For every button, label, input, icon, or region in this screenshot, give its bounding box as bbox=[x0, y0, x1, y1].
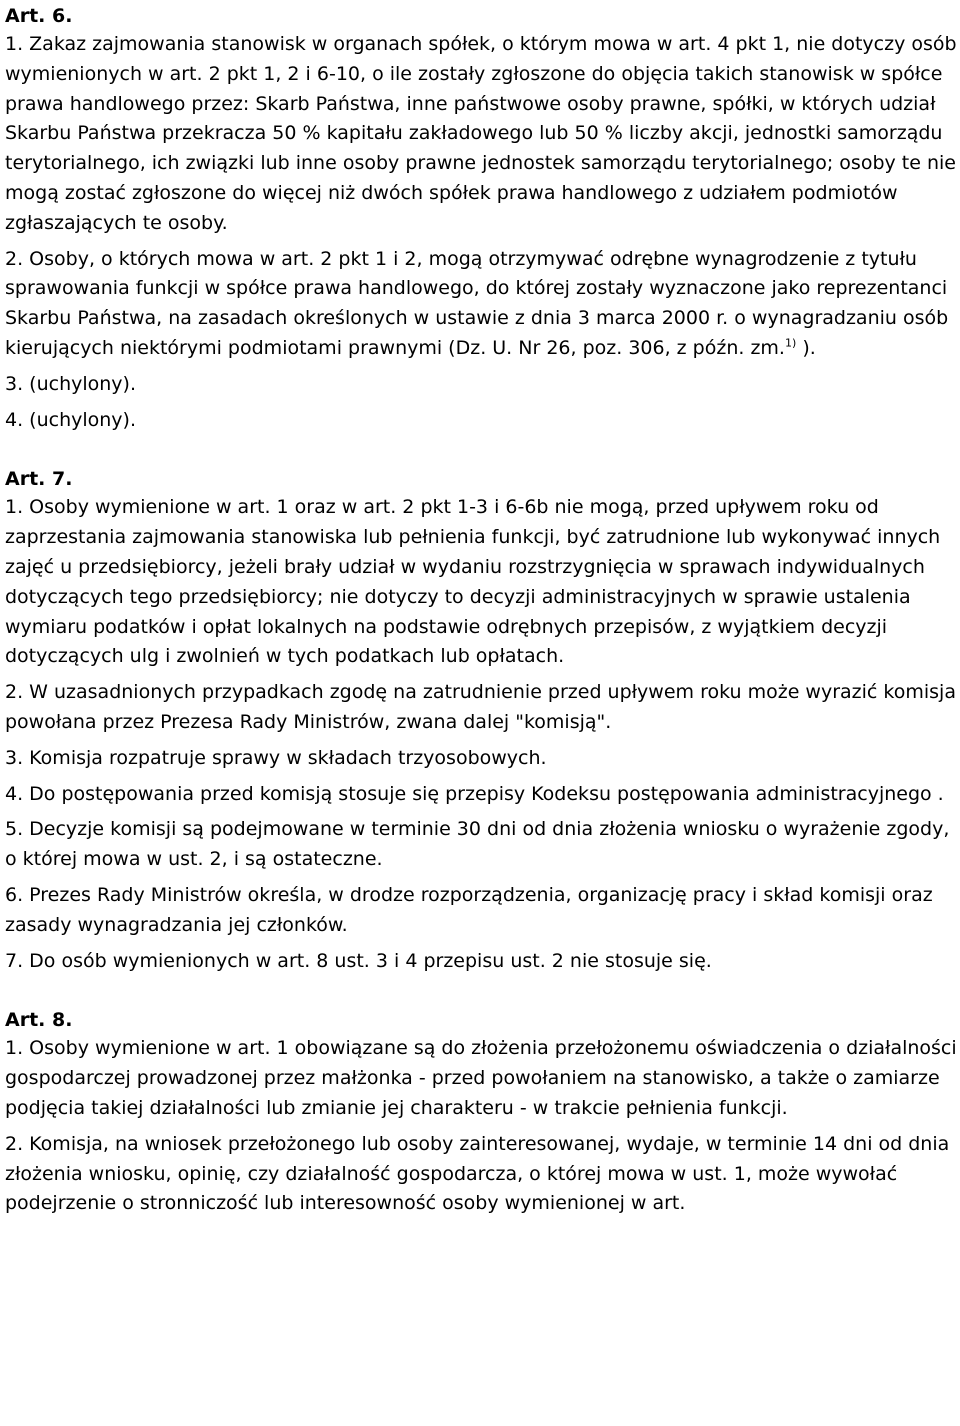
paragraph-tail: ). bbox=[796, 336, 816, 359]
article-paragraph: 1. Osoby wymienione w art. 1 obowiązane są do złożenia przełożonemu oświadczenia o działalności gospodarczej prowadzonej przez małżonka - przed powołaniem na stanowisko, a także o zamiarze podjęcia takiej działalności lub zmianie jej charakteru - w trakcie pełnienia funkcji. bbox=[5, 1037, 957, 1119]
article-paragraph: 6. Prezes Rady Ministrów określa, w drodze rozporządzenia, organizację pracy i skład komisji oraz zasady wynagradzania jej członków. bbox=[5, 883, 933, 936]
article-heading: Art. 8. bbox=[5, 1009, 73, 1032]
footnote-mark: 1) bbox=[784, 336, 797, 350]
article-heading: Art. 7. bbox=[5, 468, 73, 491]
article-6 bbox=[5, 2, 960, 435]
article-paragraph: 7. Do osób wymienionych w art. 8 ust. 3 i 4 przepisu ust. 2 nie stosuje się. bbox=[5, 949, 712, 972]
article-paragraph bbox=[5, 245, 960, 364]
article-paragraph: 1. Zakaz zajmowania stanowisk w organach spółek, o którym mowa w art. 4 pkt 1, nie dotyczy osób wymienionych w art. 2 pkt 1, 2 i 6-10, o ile zostały zgłoszone do objęcia takich stanowisk w spółce prawa handlowego przez: Skarb Państwa, inne państwowe osoby prawne, spółki, w których udział Skarbu Państwa przekracza 50 % kapitału zakładowego lub 50 % liczby akcji, jednostki samorządu terytorialnego, ich związki lub inne osoby prawne jednostek samorządu terytorialnego; osoby te nie mogą zostać zgłoszone do więcej niż dwóch spółek prawa handlowego z udziałem podmiotów zgłaszających te osoby. bbox=[5, 33, 957, 234]
article-paragraph: 3. (uchylony). bbox=[5, 372, 136, 395]
article-paragraph: 1. Osoby wymienione w art. 1 oraz w art. 2 pkt 1-3 i 6-6b nie mogą, przed upływem roku od zaprzestania zajmowania stanowiska lub pełnienia funkcji, być zatrudnione lub wykonywać innych zajęć u przedsiębiorcy, jeżeli brały udział w wydaniu rozstrzygnięcia w sprawach indywidualnych dotyczących tego przedsiębiorcy; nie dotyczy to decyzji administracyjnych w sprawie ustalenia wymiaru podatków i opłat lokalnych na podstawie odrębnych przepisów, z wyjątkiem decyzji dotyczących ulg i zwolnień w tych podatkach lub opłatach. bbox=[5, 496, 941, 668]
article-8 bbox=[5, 1006, 960, 1219]
article-paragraph: 2. Komisja, na wniosek przełożonego lub osoby zainteresowanej, wydaje, w terminie 14 dni od dnia złożenia wniosku, opinię, czy działalność gospodarcza, o której mowa w ust. 1, może wywołać podejrzenie o stronniczość lub interesowność osoby wymienionej w art. bbox=[5, 1132, 950, 1215]
article-paragraph: 3. Komisja rozpatruje sprawy w składach trzyosobowych. bbox=[5, 746, 547, 769]
article-paragraph: 5. Decyzje komisji są podejmowane w terminie 30 dni od dnia złożenia wniosku o wyrażenie zgody, o której mowa w ust. 2, i są ostateczne. bbox=[5, 818, 950, 871]
article-7 bbox=[5, 465, 960, 976]
article-paragraph: 2. W uzasadnionych przypadkach zgodę na zatrudnienie przed upływem roku może wyrazić komisja powołana przez Prezesa Rady Ministrów, zwana dalej "komisją". bbox=[5, 681, 956, 733]
article-paragraph: 4. (uchylony). bbox=[5, 408, 136, 431]
article-paragraph: 4. Do postępowania przed komisją stosuje się przepisy Kodeksu postępowania administracyjnego . bbox=[5, 782, 944, 805]
document-page bbox=[5, 2, 960, 1219]
paragraph-text: 2. Osoby, o których mowa w art. 2 pkt 1 i 2, mogą otrzymywać odrębne wynagrodzenie z tytułu sprawowania funkcji w spółce prawa handlowego, do której zostały wyznaczone jako reprezentanci Skarbu Państwa, na zasadach określonych w ustawie z dnia 3 marca 2000 r. o wynagradzaniu osób kierujących niektórymi podmiotami prawnymi (Dz. U. Nr 26, poz. 306, z późn. zm. bbox=[5, 247, 949, 359]
article-heading: Art. 6. bbox=[5, 5, 73, 27]
